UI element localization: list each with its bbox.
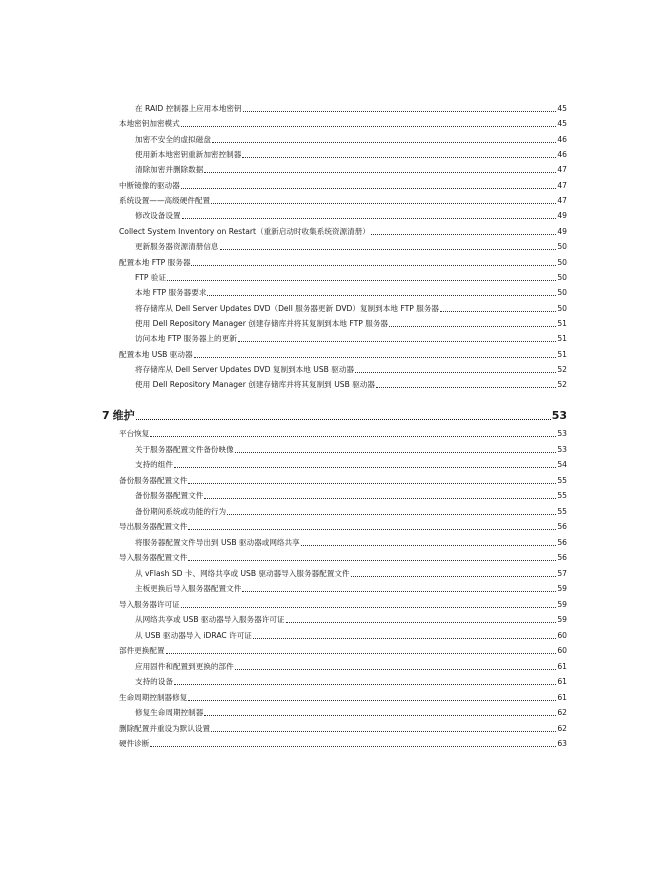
toc-entry-page: 56: [557, 537, 567, 547]
toc-entry[interactable]: [119, 645, 567, 657]
toc-entry[interactable]: [135, 318, 567, 330]
dot-leader: [376, 387, 556, 388]
toc-entry[interactable]: [119, 738, 567, 750]
toc-entry-page: 51: [557, 318, 567, 328]
toc-entry-page: 50: [557, 242, 567, 252]
dot-leader: [301, 545, 557, 546]
toc-entry[interactable]: [119, 226, 567, 238]
toc-entry[interactable]: [119, 692, 567, 704]
dot-leader: [167, 280, 556, 281]
toc-entry-page: 62: [557, 723, 567, 733]
toc-entry[interactable]: [135, 583, 567, 595]
toc-entry-title: 加密不安全的虚拟磁盘: [135, 134, 211, 144]
toc-entry[interactable]: [135, 134, 567, 146]
dot-leader: [188, 560, 556, 561]
toc-entry[interactable]: [135, 506, 567, 518]
toc-entry[interactable]: [135, 676, 567, 688]
dot-leader: [181, 607, 557, 608]
toc-entry[interactable]: [135, 379, 567, 391]
toc-entry-page: 55: [557, 475, 567, 485]
toc-entry-page: 61: [557, 661, 567, 671]
toc-entry-title: 备份服务器配置文件: [135, 491, 204, 500]
toc-entry[interactable]: [119, 349, 567, 361]
toc-entry[interactable]: [119, 552, 567, 564]
toc-entry[interactable]: [135, 630, 567, 642]
toc-entry-page: 55: [557, 506, 567, 516]
dot-leader: [242, 591, 556, 592]
dot-leader: [207, 295, 556, 296]
toc-entry-title: 访问本地 FTP 服务器上的更新: [135, 334, 237, 344]
dot-leader: [194, 357, 557, 358]
toc-entry-page: 51: [557, 334, 567, 344]
toc-entry-page: 54: [557, 460, 567, 469]
toc-entry-page: 57: [557, 568, 567, 578]
dot-leader: [211, 731, 556, 732]
dot-leader: [242, 157, 556, 158]
chapter-page: 53: [551, 409, 567, 422]
toc-entry-title: 从 vFlash SD 卡、网络共享或 USB 驱动器导入服务器配置文件: [135, 568, 350, 578]
dot-leader: [182, 218, 557, 219]
toc-entry[interactable]: [135, 568, 567, 580]
toc-entry-page: 50: [557, 272, 567, 282]
toc-entry-title: Collect System Inventory on Restart（重新启动时收集系统资源清册）: [119, 226, 370, 236]
toc-entry[interactable]: [135, 444, 567, 456]
toc-entry[interactable]: [119, 428, 567, 440]
dot-leader: [212, 142, 556, 143]
dot-leader: [136, 419, 551, 420]
dot-leader: [227, 514, 556, 515]
toc-entry-title: 更新服务器资源清册信息: [135, 242, 219, 252]
dot-leader: [220, 249, 557, 250]
dot-leader: [188, 483, 556, 484]
toc-entry-page: 49: [557, 226, 567, 236]
toc-entry[interactable]: [135, 287, 567, 299]
toc-entry-page: 45: [557, 119, 567, 129]
dot-leader: [243, 111, 557, 112]
toc-entry-page: 52: [557, 364, 567, 374]
dot-leader: [204, 498, 556, 499]
toc-entry-title: 支持的组件: [135, 460, 173, 469]
dot-leader: [191, 265, 556, 266]
toc-entry-title: 关于服务器配置文件备份映像: [135, 444, 234, 454]
toc-entry-title: 支持的设备: [135, 677, 173, 686]
toc-entry-title: 应用固件和配置到更换的部件: [135, 661, 234, 671]
toc-entry-page: 63: [557, 739, 567, 748]
dot-leader: [204, 172, 556, 173]
dot-leader: [150, 746, 556, 747]
toc-entry[interactable]: [135, 614, 567, 626]
toc-entry[interactable]: [135, 490, 567, 502]
toc-entry-page: 59: [557, 599, 567, 609]
toc-entry-page: 47: [557, 196, 567, 206]
dot-leader: [286, 622, 557, 623]
toc-entry-title: 修复生命周期控制器: [135, 708, 204, 717]
toc-entry[interactable]: [119, 599, 567, 611]
toc-entry-page: 56: [557, 522, 567, 531]
toc-entry-title: FTP 验证: [135, 272, 167, 282]
dot-leader: [253, 638, 556, 639]
toc-entry-page: 61: [557, 692, 567, 702]
toc-entry-page: 53: [557, 429, 567, 438]
toc-entry-page: 46: [557, 134, 567, 144]
dot-leader: [174, 467, 556, 468]
toc-entry-page: 61: [557, 677, 567, 686]
dot-leader: [166, 653, 557, 654]
toc-entry-title: 将存储库从 Dell Server Updates DVD（Dell 服务器更新 DVD）复制到本地 FTP 服务器: [135, 303, 439, 313]
toc-entry-page: 51: [557, 349, 567, 359]
dot-leader: [174, 684, 556, 685]
toc-entry-title: 使用新本地密钥重新加密控制器: [135, 150, 242, 160]
toc-entry[interactable]: [135, 303, 567, 315]
toc-entry-page: 55: [557, 491, 567, 500]
chapter-heading[interactable]: [102, 408, 567, 424]
toc-entry[interactable]: [135, 164, 567, 176]
toc-entry-title: 硬件诊断: [119, 739, 150, 748]
toc-entry[interactable]: [135, 103, 567, 115]
toc-entry-page: 59: [557, 615, 567, 624]
toc-entry-title: 生命周期控制器修复: [119, 692, 188, 702]
toc-entry-title: 清除加密并删除数据: [135, 165, 204, 175]
toc-entry-page: 60: [557, 646, 567, 655]
toc-entry-page: 50: [557, 303, 567, 313]
toc-entry-title: 导入服务器许可证: [119, 599, 180, 609]
toc-entry-title: 配置本地 FTP 服务器: [119, 257, 191, 267]
toc-entry-page: 45: [557, 104, 567, 113]
toc-entry-title: 本地密钥加密模式: [119, 119, 180, 129]
toc-entry-title: 配置本地 USB 驱动器: [119, 349, 193, 359]
toc-entry-page: 47: [557, 165, 567, 175]
toc-entry-title: 部件更换配置: [119, 646, 165, 655]
dot-leader: [204, 715, 556, 716]
toc-entry-page: 60: [557, 630, 567, 640]
toc-entry-title: 本地 FTP 服务器要求: [135, 288, 207, 298]
toc-entry-title: 平台恢复: [119, 429, 150, 438]
dot-leader: [371, 234, 556, 235]
toc-entry-page: 53: [557, 444, 567, 454]
dot-leader: [238, 341, 557, 342]
toc-entry-page: 46: [557, 150, 567, 160]
toc-entry[interactable]: [135, 210, 567, 222]
toc-entry[interactable]: [119, 118, 567, 130]
dot-leader: [188, 529, 556, 530]
toc-entry-page: 50: [557, 288, 567, 298]
toc-entry[interactable]: [119, 180, 567, 192]
toc-entry[interactable]: [119, 475, 567, 487]
toc-entry-page: 49: [557, 211, 567, 221]
toc-entry[interactable]: [135, 333, 567, 345]
toc-entry-title: 从网络共享或 USB 驱动器导入服务器许可证: [135, 615, 285, 624]
toc-entry-title: 主板更换后导入服务器配置文件: [135, 584, 242, 593]
dot-leader: [181, 126, 557, 127]
dot-leader: [351, 576, 557, 577]
toc-entry[interactable]: [119, 195, 567, 207]
toc-entry[interactable]: [119, 723, 567, 735]
toc-entry-title: 导入服务器配置文件: [119, 553, 188, 562]
toc-entry-title: 系统设置——高级硬件配置: [119, 196, 211, 206]
dot-leader: [188, 700, 556, 701]
toc-entry-title: 备份期间系统或功能的行为: [135, 506, 227, 516]
dot-leader: [440, 311, 556, 312]
toc-entry-title: 导出服务器配置文件: [119, 522, 188, 531]
toc-entry[interactable]: [135, 537, 567, 549]
toc-entry-title: 使用 Dell Repository Manager 创建存储库并将其复制到 USB 驱动器: [135, 380, 375, 390]
dot-leader: [389, 326, 556, 327]
dot-leader: [181, 188, 557, 189]
toc-entry-page: 56: [557, 553, 567, 562]
chapter-number: 7: [102, 409, 110, 422]
toc-entry-title: 备份服务器配置文件: [119, 475, 188, 485]
toc-entry-page: 59: [557, 584, 567, 593]
dot-leader: [235, 452, 557, 453]
toc-entry[interactable]: [135, 661, 567, 673]
toc-entry[interactable]: [135, 459, 567, 471]
toc-entry-title: 修改设备设置: [135, 211, 181, 221]
toc-entry-page: 52: [557, 380, 567, 390]
toc-entry[interactable]: [135, 707, 567, 719]
toc-entry-title: 将存储库从 Dell Server Updates DVD 复制到本地 USB 驱动器: [135, 364, 355, 374]
dot-leader: [235, 669, 557, 670]
toc-entry-page: 50: [557, 257, 567, 267]
toc-entry-title: 中断镜像的驱动器: [119, 180, 180, 190]
toc-entry-title: 在 RAID 控制器上应用本地密钥: [135, 104, 242, 113]
toc-entry-title: 删除配置并重设为默认设置: [119, 723, 211, 733]
toc-entry-page: 47: [557, 180, 567, 190]
toc-entry[interactable]: [119, 521, 567, 533]
toc-entry-title: 将服务器配置文件导出到 USB 驱动器或网络共享: [135, 537, 300, 547]
toc-entry-page: 62: [557, 708, 567, 717]
toc-entry[interactable]: [135, 364, 567, 376]
dot-leader: [150, 436, 556, 437]
toc-entry[interactable]: [135, 272, 567, 284]
toc-entry[interactable]: [135, 241, 567, 253]
toc-entry[interactable]: [135, 149, 567, 161]
chapter-title: 维护: [112, 409, 135, 422]
toc-entry-title: 从 USB 驱动器导入 iDRAC 许可证: [135, 630, 252, 640]
toc-entry[interactable]: [119, 257, 567, 269]
dot-leader: [211, 203, 556, 204]
dot-leader: [355, 372, 556, 373]
toc-entry-title: 使用 Dell Repository Manager 创建存储库并将其复制到本地 FTP 服务器: [135, 318, 389, 328]
